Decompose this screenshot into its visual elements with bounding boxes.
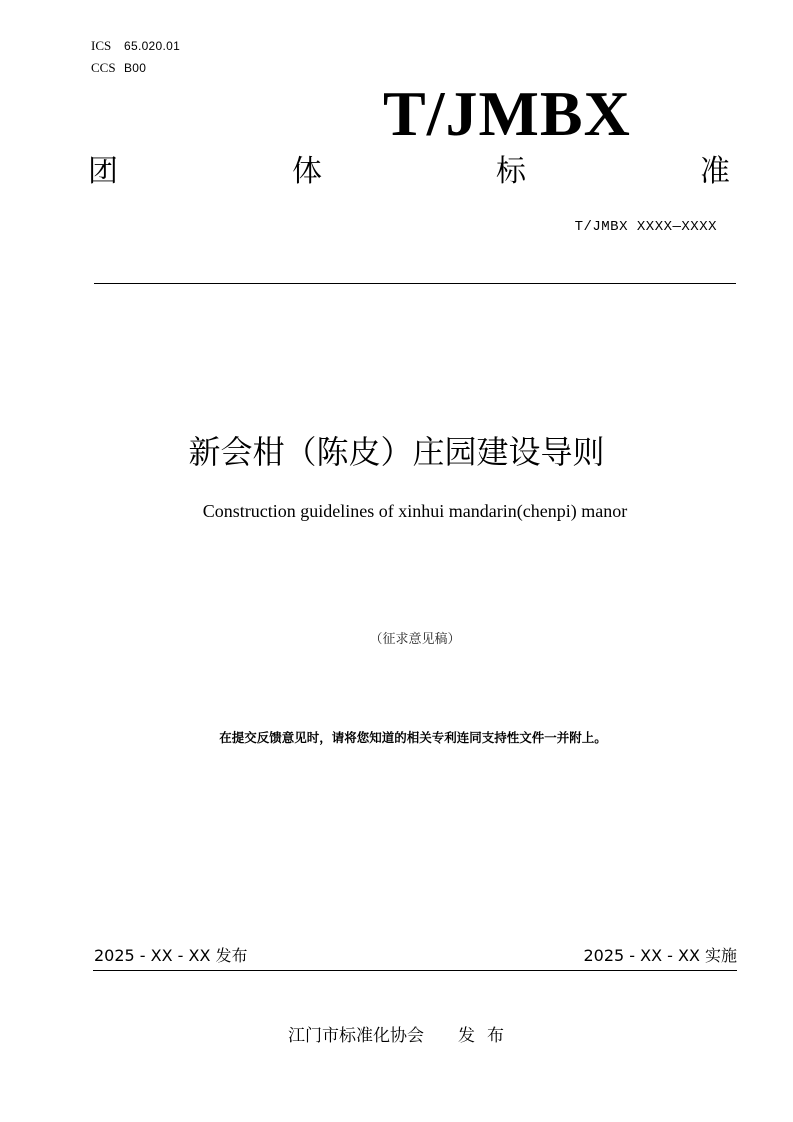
- header-divider: [94, 283, 736, 284]
- standard-type-heading: [88, 152, 730, 192]
- standard-type-char: 体: [292, 154, 322, 189]
- standard-number: T/JMBX XXXX—XXXX: [574, 219, 717, 235]
- ics-value: 65.020.01: [124, 39, 181, 53]
- standard-type-char: 准: [700, 154, 730, 189]
- publisher-line: [288, 1025, 516, 1047]
- ics-code: [91, 39, 180, 53]
- ics-label: ICS: [91, 38, 112, 53]
- ccs-code: [91, 61, 146, 75]
- publish-verb: 发布: [458, 1026, 516, 1046]
- standard-type-char: 团: [88, 154, 118, 189]
- ccs-label: CCS: [91, 60, 116, 75]
- footer-divider: [93, 970, 737, 971]
- document-title-chinese: 新会柑（陈皮）庄园建设导则: [188, 433, 605, 471]
- publisher-name: 江门市标准化协会: [288, 1026, 424, 1046]
- patent-notice: 在提交反馈意见时，请将您知道的相关专利连同支持性文件一并附上。: [219, 730, 607, 745]
- issue-date: 2025 - XX - XX 发布: [94, 946, 248, 965]
- document-title-english: Construction guidelines of xinhui mandarin(chenpi) manor: [202, 501, 628, 521]
- implementation-date: 2025 - XX - XX 实施: [583, 946, 737, 965]
- ccs-value: B00: [124, 61, 147, 75]
- standard-type-char: 标: [496, 154, 526, 189]
- draft-stage-label: （征求意见稿）: [369, 632, 461, 647]
- standard-logo: T/JMBX: [383, 78, 631, 149]
